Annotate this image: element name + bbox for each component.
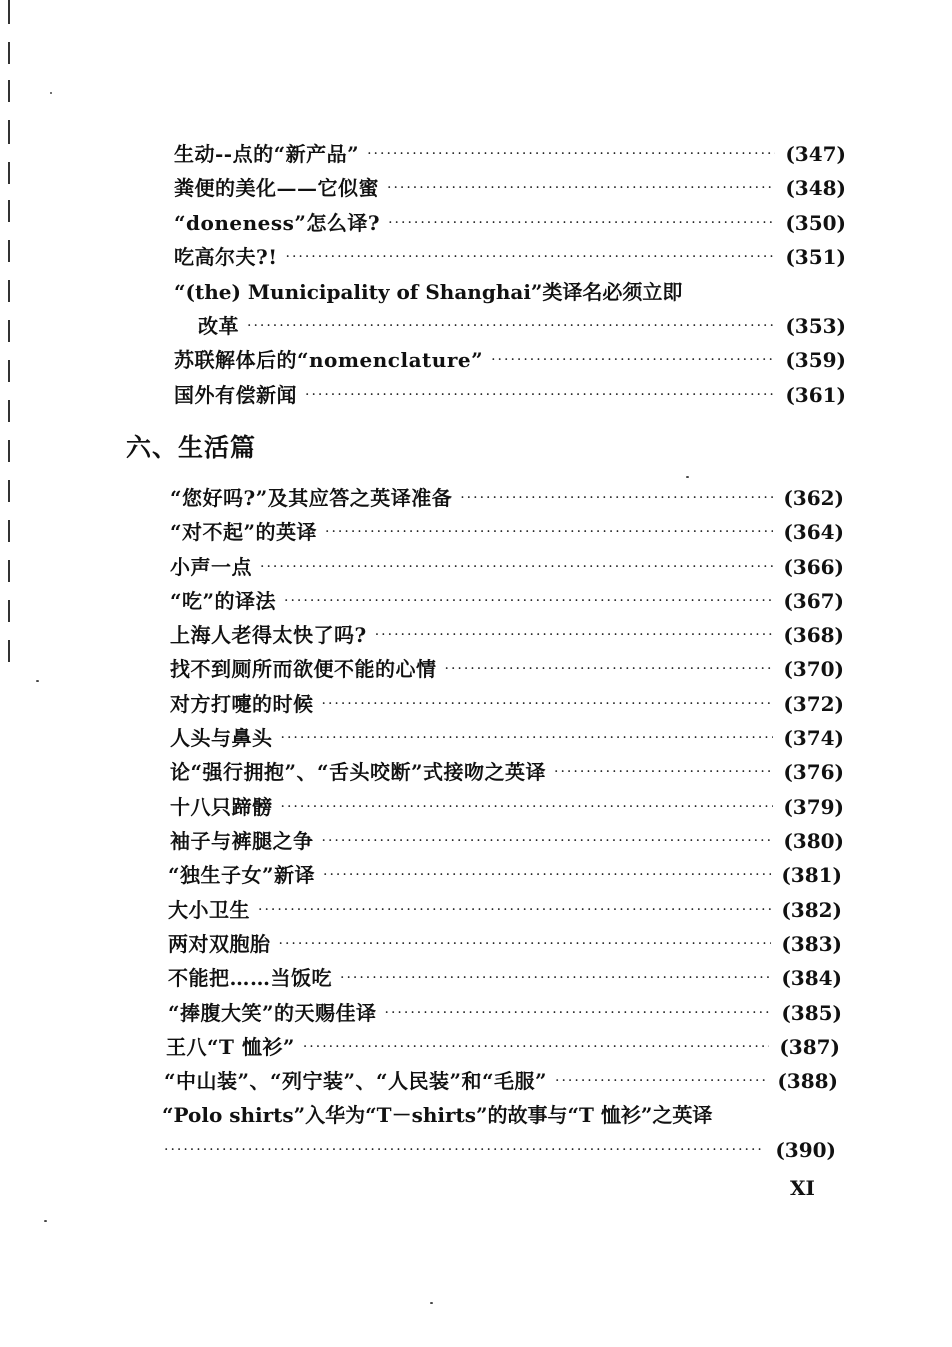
toc-entry[interactable] <box>170 586 844 616</box>
leader-dots <box>367 139 775 169</box>
toc-entry-page: (372) <box>783 692 844 716</box>
toc-entry-page: (383) <box>781 932 842 956</box>
toc-entry[interactable] <box>170 792 844 822</box>
toc-entry[interactable] <box>170 826 844 856</box>
toc-entry-page: (367) <box>783 589 844 613</box>
toc-entry-page: (353) <box>785 314 846 338</box>
scan-speck <box>430 1302 433 1304</box>
leader-dots <box>258 895 771 925</box>
leader-dots <box>554 757 773 787</box>
toc-entry[interactable] <box>170 757 844 787</box>
toc-entry-page: (364) <box>783 520 844 544</box>
toc-entry[interactable] <box>170 654 844 684</box>
scan-speck <box>686 476 689 478</box>
toc-entry-page: (362) <box>783 486 844 510</box>
toc-entry[interactable] <box>170 723 844 753</box>
toc-entry[interactable] <box>168 929 842 959</box>
toc-entry[interactable] <box>170 517 844 547</box>
toc-entry-title: 苏联解体后的“nomenclature” <box>174 348 484 372</box>
leader-dots <box>260 552 773 582</box>
toc-entry-page: (350) <box>785 211 846 235</box>
toc-entry[interactable] <box>174 242 846 272</box>
toc-entry-page: (381) <box>781 863 842 887</box>
toc-entry-page: (361) <box>785 383 846 407</box>
toc-entry[interactable] <box>170 620 844 650</box>
leader-dots <box>281 723 774 753</box>
toc-entry-page: (347) <box>785 142 846 166</box>
toc-entry[interactable] <box>168 963 842 993</box>
scan-speck <box>36 680 39 682</box>
leader-dots <box>305 380 775 410</box>
toc-entry-title: 袖子与裤腿之争 <box>170 829 314 853</box>
toc-entry-page: (366) <box>783 555 844 579</box>
toc-entry[interactable] <box>164 1066 838 1096</box>
toc-entry-title-line1: “Polo shirts”入华为“T－shirts”的故事与“T 恤衫”之英译 <box>162 1103 713 1127</box>
toc-entry-title: 上海人老得太快了吗? <box>170 623 367 647</box>
leader-dots <box>286 242 776 272</box>
toc-entry-wrapped-line[interactable] <box>174 277 764 307</box>
toc-entry-page: (374) <box>783 726 844 750</box>
toc-entry[interactable] <box>174 173 846 203</box>
leader-dots <box>323 860 771 890</box>
toc-entry[interactable] <box>166 1032 840 1062</box>
toc-entry-title: 论“强行拥抱”、“舌头咬断”式接吻之英译 <box>170 760 547 784</box>
toc-entry-title: 找不到厕所而欲便不能的心情 <box>170 657 437 681</box>
toc-entry-page: (368) <box>783 623 844 647</box>
leader-dots <box>375 620 774 650</box>
toc-entry-page: (351) <box>785 245 846 269</box>
toc-entry[interactable] <box>168 998 842 1028</box>
toc-entry-title: “doneness”怎么译? <box>174 211 381 235</box>
toc-entry[interactable] <box>174 380 846 410</box>
toc-entry-title: 不能把……当饭吃 <box>168 966 332 990</box>
leader-dots <box>491 345 775 375</box>
toc-entry[interactable] <box>198 311 846 341</box>
toc-entry[interactable] <box>174 345 846 375</box>
toc-entry[interactable] <box>168 860 842 890</box>
leader-dots <box>322 826 774 856</box>
toc-entry-title: 王八“T 恤衫” <box>166 1035 295 1059</box>
toc-entry[interactable] <box>170 689 844 719</box>
toc-entry-page: (379) <box>783 795 844 819</box>
toc-entry-title: 对方打嚏的时候 <box>170 692 314 716</box>
toc-entry-page: (348) <box>785 176 846 200</box>
toc-entry-page: (384) <box>781 966 842 990</box>
leader-dots <box>284 586 773 616</box>
toc-entry-page: (380) <box>783 829 844 853</box>
leader-dots <box>445 654 774 684</box>
toc-entry-page: (376) <box>783 760 844 784</box>
toc-entry-page: (370) <box>783 657 844 681</box>
scan-speck <box>50 92 52 94</box>
toc-entry-page: (382) <box>781 898 842 922</box>
leader-dots <box>555 1066 767 1096</box>
toc-entry-title: 小声一点 <box>170 555 252 579</box>
toc-entry[interactable] <box>170 552 844 582</box>
leader-dots <box>322 689 774 719</box>
toc-entry-title: “吃”的译法 <box>170 589 277 613</box>
leader-dots <box>303 1032 769 1062</box>
toc-entry-title: 两对双胞胎 <box>168 932 271 956</box>
leader-dots <box>279 929 772 959</box>
toc-entry-page: (390) <box>775 1138 836 1162</box>
leader-dots <box>388 208 775 238</box>
scan-speck <box>44 1220 47 1222</box>
page-folio: XI <box>790 1176 815 1200</box>
toc-entry-title: “对不起”的英译 <box>170 520 318 544</box>
toc-entry-title: “捧腹大笑”的天赐佳译 <box>168 1001 377 1025</box>
toc-entry-title: 粪便的美化——它似蜜 <box>174 176 379 200</box>
leader-dots <box>387 173 775 203</box>
toc-entry-page: (388) <box>777 1069 838 1093</box>
toc-entry[interactable] <box>164 1135 836 1165</box>
toc-entry-page: (387) <box>779 1035 840 1059</box>
leader-dots <box>460 483 773 513</box>
toc-entry-title: “独生子女”新译 <box>168 863 316 887</box>
leader-dots <box>164 1135 765 1165</box>
toc-entry-title: 吃高尔夫?! <box>174 245 278 269</box>
toc-entry-title: “您好吗?”及其应答之英译准备 <box>170 486 453 510</box>
leader-dots <box>247 311 775 341</box>
margin-scan-marks <box>8 0 12 680</box>
toc-entry[interactable] <box>170 483 844 513</box>
leader-dots <box>325 517 773 547</box>
leader-dots <box>281 792 774 822</box>
leader-dots <box>385 998 772 1028</box>
toc-entry-title-line1: “(the) Municipality of Shanghai”类译名必须立即 <box>174 280 683 304</box>
toc-entry-title: 大小卫生 <box>168 898 250 922</box>
toc-entry-title: “中山装”、“列宁装”、“人民装”和“毛服” <box>164 1069 548 1093</box>
toc-entry[interactable] <box>168 895 842 925</box>
toc-entry-page: (359) <box>785 348 846 372</box>
toc-entry-page: (385) <box>781 1001 842 1025</box>
toc-entry[interactable] <box>174 139 846 169</box>
toc-entry[interactable] <box>174 208 846 238</box>
leader-dots <box>340 963 771 993</box>
toc-entry-title: 人头与鼻头 <box>170 726 273 750</box>
toc-entry-title: 十八只蹄髈 <box>170 795 273 819</box>
toc-entry-title: 生动--点的“新产品” <box>174 142 360 166</box>
toc-entry-title: 国外有偿新闻 <box>174 383 297 407</box>
section-heading: 六、生活篇 <box>126 433 257 462</box>
toc-entry-title-line2: 改革 <box>198 314 239 338</box>
toc-entry-wrapped-line[interactable] <box>162 1100 802 1130</box>
